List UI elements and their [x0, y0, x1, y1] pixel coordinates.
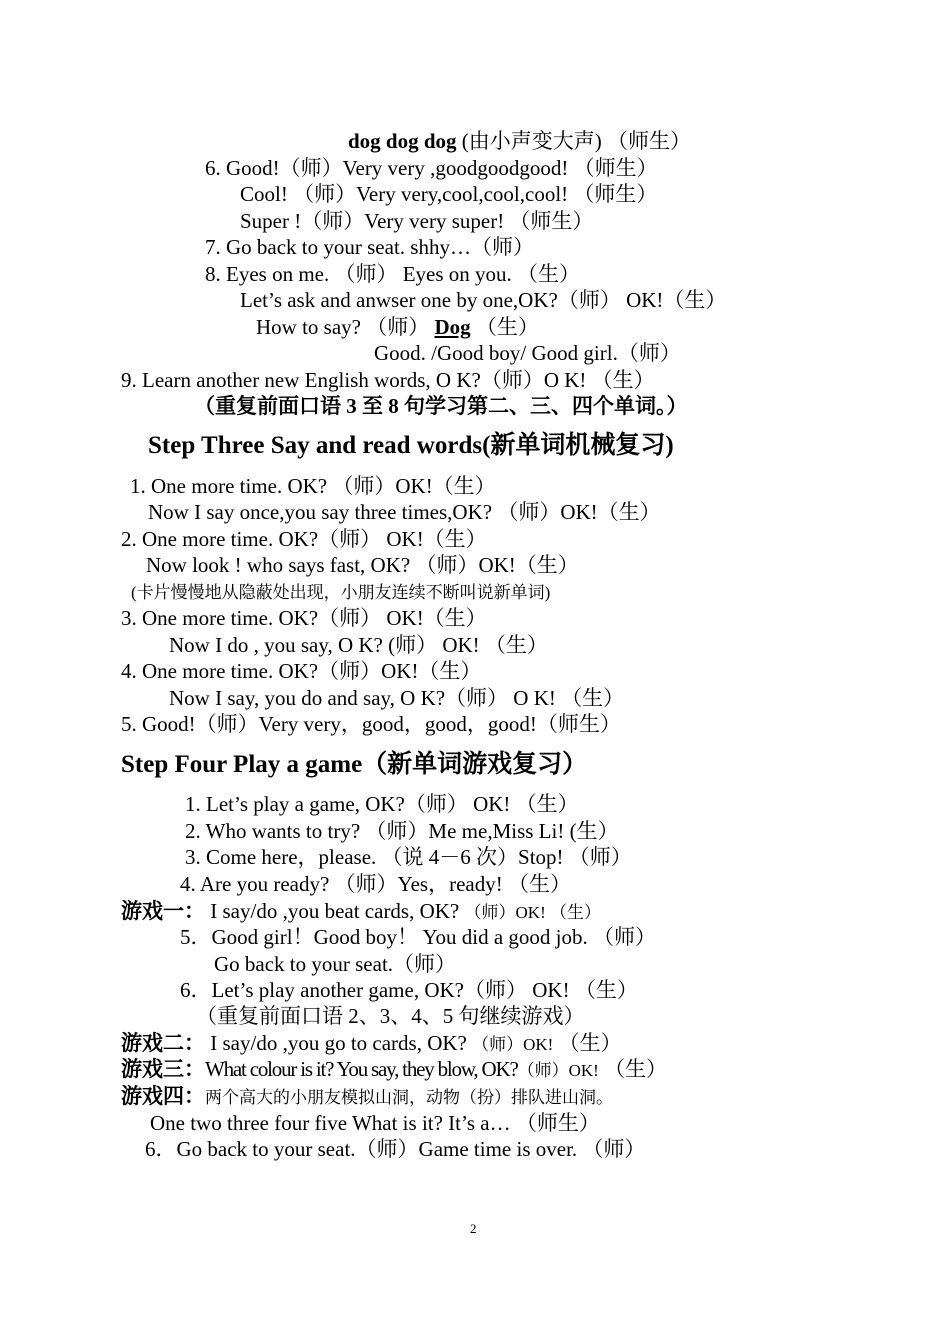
line-text: Step Four Play a game（新单词游戏复习）	[121, 751, 588, 778]
line-text: dog dog dog	[348, 129, 457, 153]
page-number: 2	[470, 1221, 477, 1236]
line-9	[374, 340, 681, 366]
line-text: 游戏四：	[121, 1084, 205, 1108]
line-26	[185, 844, 632, 870]
line-18	[121, 605, 487, 631]
line-text: （师）OK! （生）	[464, 903, 601, 922]
line-text: （师）OK!	[517, 1061, 599, 1080]
line-text: (卡片慢慢地从隐蔽处出现，小朋友连续不断叫说新单词)	[131, 583, 551, 602]
line-11	[194, 393, 688, 419]
line-21	[169, 685, 624, 711]
line-text: （生）	[470, 315, 539, 339]
line-text: 3. One more time. OK?（师） OK!（生）	[121, 606, 487, 630]
line-8	[256, 314, 539, 340]
step-three-heading	[148, 431, 674, 461]
line-13	[130, 473, 496, 499]
line-14	[148, 499, 661, 525]
line-36	[150, 1110, 600, 1136]
line-text: How to say? （师）	[256, 315, 435, 339]
line-20	[121, 658, 481, 684]
line-text: 3. Come here，please. （说 4－6 次）Stop! （师）	[185, 845, 632, 869]
line-29	[180, 924, 656, 950]
line-text: 游戏一：	[121, 899, 205, 923]
line-5	[205, 234, 534, 260]
line-15	[121, 526, 487, 552]
line-text: Cool! （师）Very very,cool,cool,cool! （师生）	[240, 182, 658, 206]
line-text: 游戏三：	[121, 1057, 205, 1081]
line-text: 两个高大的小朋友模拟山洞，动物（扮）排队进山洞。	[205, 1088, 613, 1107]
line-text: Step Three Say and read words(新单词机械复习)	[148, 432, 674, 459]
line-text: 2. Who wants to try? （师）Me me,Miss Li! (生）	[185, 819, 619, 843]
line-37	[145, 1136, 645, 1162]
line-text: 6．Go back to your seat.（师）Game time is over. （师）	[145, 1137, 646, 1161]
game-four-line	[121, 1083, 613, 1111]
line-32	[196, 1003, 585, 1029]
line-text: Good. /Good boy/ Good girl.（师）	[374, 341, 681, 365]
line-3	[240, 181, 657, 207]
line-text: Now look ! who says fast, OK? （师）OK!（生）	[146, 553, 579, 577]
line-text: 1. Let’s play a game, OK?（师） OK! （生）	[185, 792, 579, 816]
line-text: 8. Eyes on me. （师） Eyes on you. （生）	[205, 262, 581, 286]
line-30	[214, 951, 456, 977]
step-four-heading	[121, 750, 587, 780]
line-17	[131, 578, 550, 606]
line-text: 1. One more time. OK? （师）OK!（生）	[130, 474, 496, 498]
line-text: Let’s ask and anwser one by one,OK?（师） OK!（生）	[240, 288, 727, 312]
line-1	[348, 128, 691, 154]
line-text: 6．Let’s play another game, OK?（师） OK! （生）	[180, 978, 638, 1002]
line-text: （生）	[553, 1031, 622, 1055]
line-4	[240, 208, 593, 234]
line-27	[180, 871, 571, 897]
line-22	[121, 711, 621, 737]
line-7	[240, 287, 726, 313]
line-text: 游戏二：	[121, 1031, 205, 1055]
line-16	[146, 552, 579, 578]
line-25	[185, 818, 619, 844]
game-three-line	[121, 1056, 667, 1084]
line-text: Dog	[434, 315, 471, 339]
game-two-line	[121, 1030, 622, 1058]
line-text: I say/do ,you beat cards, OK?	[205, 899, 465, 923]
line-text: 7. Go back to your seat. shhy…（师）	[205, 235, 534, 259]
line-text: 2. One more time. OK?（师） OK!（生）	[121, 527, 487, 551]
line-text: What colour is it? You say, they blow, OK?	[205, 1057, 518, 1081]
line-text: 5．Good girl！Good boy！ You did a good job. （师）	[180, 925, 657, 949]
line-text: （重复前面口语 2、3、4、5 句继续游戏）	[196, 1004, 585, 1028]
line-24	[185, 791, 579, 817]
line-text: 6. Good!（师）Very very ,goodgoodgood! （师生）	[205, 156, 658, 180]
line-text: 4. One more time. OK?（师）OK!（生）	[121, 659, 482, 683]
line-text: Go back to your seat.（师）	[214, 952, 457, 976]
line-2	[205, 155, 658, 181]
line-text: 4. Are you ready? （师）Yes，ready! （生）	[180, 872, 571, 896]
line-19	[169, 632, 548, 658]
line-text: Super !（师）Very very super! （师生）	[240, 209, 594, 233]
line-text: 5. Good!（师）Very very，good，good，good!（师生）	[121, 712, 621, 736]
line-text: Now I say, you do and say, O K?（师） O K! （生）	[169, 686, 625, 710]
line-text: （师）OK!	[472, 1035, 554, 1054]
line-text: (由小声变大声) （师生）	[456, 129, 692, 153]
line-text: I say/do ,you go to cards, OK?	[205, 1031, 473, 1055]
line-text: （生）	[598, 1057, 668, 1081]
line-31	[180, 977, 638, 1003]
line-text: One two three four five What is it? It’s a… （师生）	[150, 1111, 600, 1135]
line-10	[121, 367, 655, 393]
line-6	[205, 261, 580, 287]
line-text: Now I say once,you say three times,OK? （师）OK!（生）	[148, 500, 661, 524]
line-text: （重复前面口语 3 至 8 句学习第二、三、四个单词。）	[194, 394, 688, 418]
game-one-line	[121, 898, 601, 926]
line-text: 9. Learn another new English words, O K?（师）O K! （生）	[121, 368, 655, 392]
line-text: Now I do , you say, O K? (师） OK! （生）	[169, 633, 548, 657]
